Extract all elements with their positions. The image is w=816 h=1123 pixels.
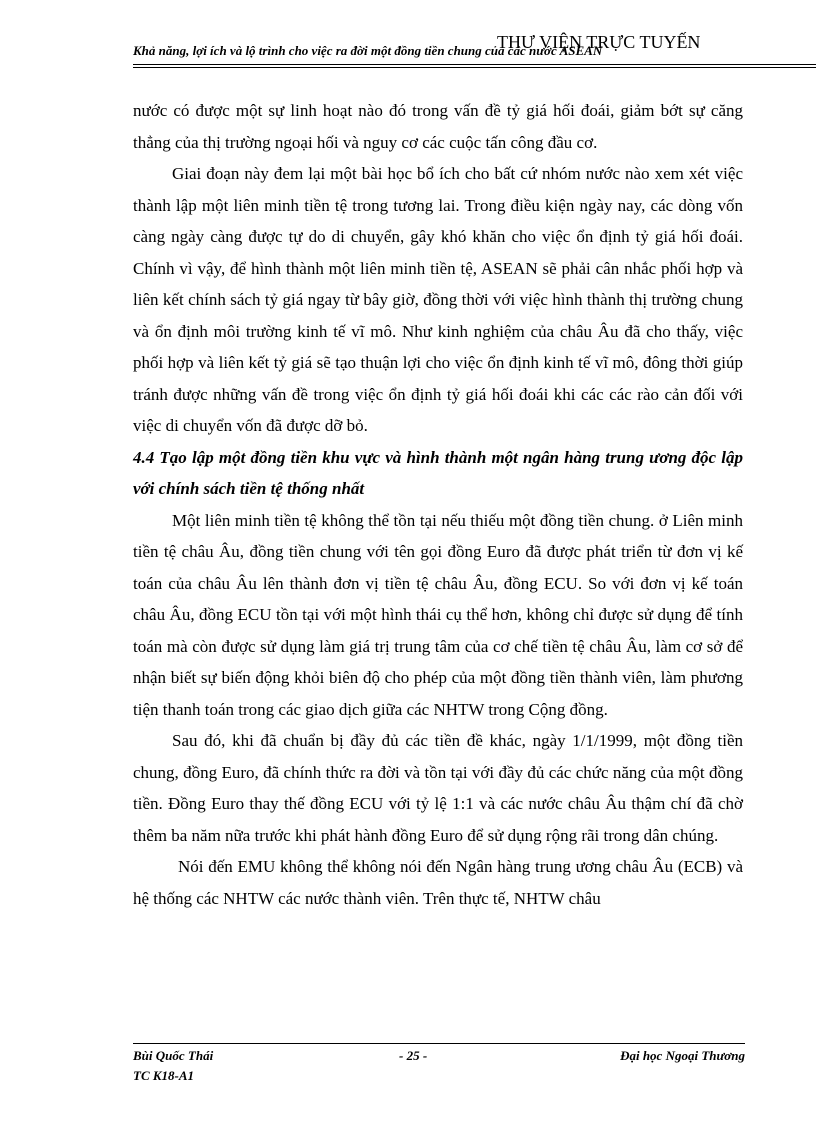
- page-footer: [133, 1043, 745, 1084]
- header-rule: [133, 64, 816, 65]
- paragraph: Nói đến EMU không thể không nói đến Ngân hàng trung ương châu Âu (ECB) và hệ thống các NHTW các nước thành viên. Trên thực tế, NHTW châu: [133, 857, 743, 908]
- header-rule-thin: [133, 67, 816, 68]
- footer-class: TC K18-A1: [133, 1068, 195, 1083]
- paragraph: Một liên minh tiền tệ không thể tồn tại nếu thiếu một đồng tiền chung. ở Liên minh tiền tệ châu Âu, đồng tiền chung với tên gọi đồng Euro đã được phát triển từ đơn vị kế toán của châu Âu lên thành đơn vị tiền tệ châu Âu, đồng ECU. So với đơn vị kế toán châu Âu, đồng ECU tồn tại với một hình thái cụ thể hơn, không chỉ được sử dụng để tính toán mà còn được sử dụng làm giá trị trung tâm của cơ chế tiền tệ châu Âu, làm cơ sở để nhận biết sự biến động khỏi biên độ cho phép của một đồng tiền thành viên, làm phương tiện thanh toán trong các giao dịch giữa các NHTW trong Cộng đồng.: [133, 510, 743, 719]
- footer-rule: [133, 1043, 745, 1044]
- page-body: [133, 95, 743, 914]
- running-header-title: Khả năng, lợi ích và lộ trình cho việc ra đời một đồng tiền chung của các nước ASEAN: [133, 43, 603, 58]
- paragraph: Sau đó, khi đã chuẩn bị đầy đủ các tiền đề khác, ngày 1/1/1999, một đồng tiền chung, đồng Euro, đã chính thức ra đời và tồn tại với đầy đủ các chức năng của một đồng tiền. Đồng Euro thay thế đồng ECU với tỷ lệ 1:1 và các nước châu Âu thậm chí đã chờ thêm ba năm nữa trước khi phát hành đồng Euro để sử dụng rộng rãi trong dân chúng.: [133, 731, 743, 845]
- footer-university: Đại học Ngoại Thương: [620, 1048, 745, 1063]
- library-watermark: THƯ VIỆN TRỰC TUYẾN: [497, 32, 701, 52]
- paragraph-continued: nước có được một sự linh hoạt nào đó trong vấn đề tỷ giá hối đoái, giảm bớt sự căng thẳng của thị trường ngoại hối và nguy cơ các cuộc tấn công đầu cơ.: [133, 101, 743, 152]
- paragraph: Giai đoạn này đem lại một bài học bổ ích cho bất cứ nhóm nước nào xem xét việc thành lập một liên minh tiền tệ trong tương lai. Trong điều kiện ngày nay, các dòng vốn càng ngày càng được tự do di chuyển, gây khó khăn cho việc ổn định tỷ giá hối đoái. Chính vì vậy, để hình thành một liên minh tiền tệ, ASEAN sẽ phải cân nhắc phối hợp và liên kết chính sách tỷ giá ngay từ bây giờ, đồng thời với việc hình thành thị trường chung và ổn định môi trường kinh tế vĩ mô. Như kinh nghiệm của châu Âu đã cho thấy, việc phối hợp và liên kết tỷ giá sẽ tạo thuận lợi cho việc ổn định kinh tế vĩ mô, đông thời giúp tránh được những vấn đề trong việc ổn định tỷ giá hối đoái khi các các rào cản đối với việc di chuyển vốn đã được dỡ bỏ.: [133, 164, 743, 435]
- section-heading: 4.4 Tạo lập một đồng tiền khu vực và hình thành một ngân hàng trung ương độc lập với chính sách tiền tệ thống nhất: [133, 447, 743, 498]
- page-number: - 25 -: [399, 1048, 428, 1063]
- page-header: [0, 28, 816, 68]
- footer-author: Bùi Quốc Thái: [133, 1048, 214, 1063]
